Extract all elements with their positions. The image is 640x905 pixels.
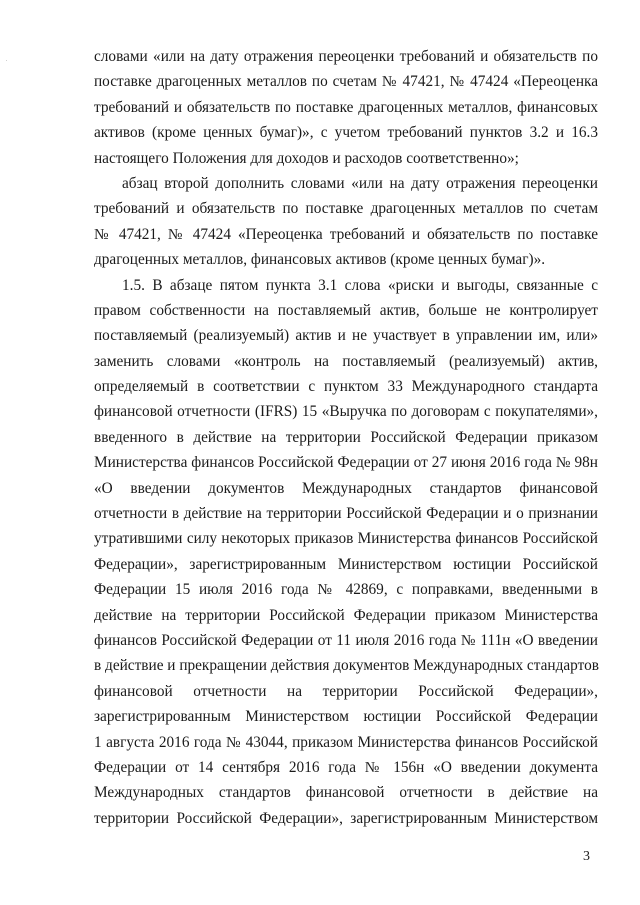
text-line: финансовой отчетности на территории Российской Федерации», <box>94 682 598 700</box>
text-line: определяемый в соответствии с пунктом 33 Международного стандарта <box>94 378 598 396</box>
text-line: Федерации от 14 сентября 2016 года № 156н «О введении документа <box>94 758 598 776</box>
text-line: утратившими силу некоторых приказов Министерства финансов Российской <box>94 530 598 548</box>
text-line: финансов Российской Федерации от 11 июля 2016 года № 111н «О введении <box>94 631 598 649</box>
text-line: Федерации 15 июля 2016 года № 42869, с поправками, введенными в <box>94 581 598 599</box>
text-line: Международных стандартов финансовой отчетности в действие на <box>94 784 598 802</box>
page-number: 3 <box>583 849 590 864</box>
text-line: № 47421, № 47424 «Переоценка требований и обязательств по поставке <box>94 225 598 243</box>
body-text <box>94 44 598 831</box>
text-line: финансовой отчетности (IFRS) 15 «Выручка по договорам с покупателями», <box>94 403 598 421</box>
text-line: территории Российской Федерации», зарегистрированным Министерством <box>94 809 598 827</box>
text-line: активов (кроме ценных бумаг)», с учетом требований пунктов 3.2 и 16.3 <box>94 124 598 142</box>
text-line: поставляемый (реализуемый) актив и не участвует в управлении им, или» <box>94 327 598 345</box>
text-line: «О введении документов Международных стандартов финансовой <box>94 479 598 497</box>
text-line: введенного в действие на территории Российской Федерации приказом <box>94 428 598 446</box>
text-line: правом собственности на поставляемый актив, больше не контролирует <box>94 301 598 319</box>
text-line: в действие и прекращении действия документов Международных стандартов <box>94 657 599 675</box>
text-line: отчетности в действие на территории Российской Федерации и о признании <box>94 505 598 523</box>
text-line: словами «или на дату отражения переоценки требований и обязательств по <box>94 48 598 65</box>
text-line: заменить словами «контроль на поставляемый (реализуемый) актив, <box>94 352 598 370</box>
text-line: Министерства финансов Российской Федерации от 27 июня 2016 года № 98н <box>94 454 598 472</box>
text-line: зарегистрированным Министерством юстиции Российской Федерации <box>94 708 598 726</box>
text-line: поставке драгоценных металлов по счетам № 47421, № 47424 «Переоценка <box>94 73 598 91</box>
text-line: настоящего Положения для доходов и расходов соответственно»; <box>94 149 519 167</box>
text-line: требований и обязательств по поставке драгоценных металлов, финансовых <box>94 98 598 116</box>
text-line: 1 августа 2016 года № 43044, приказом Министерства финансов Российской <box>94 733 598 751</box>
text-line: драгоценных металлов, финансовых активов (кроме ценных бумаг)». <box>94 251 546 269</box>
text-line: действие на территории Российской Федерации приказом Министерства <box>94 606 598 624</box>
text-line: Федерации», зарегистрированным Министерством юстиции Российской <box>94 555 598 573</box>
margin-speck <box>6 60 7 61</box>
text-line: 1.5. В абзаце пятом пункта 3.1 слова «риски и выгоды, связанные с <box>122 276 598 294</box>
text-line: абзац второй дополнить словами «или на дату отражения переоценки <box>122 174 598 192</box>
text-line: требований и обязательств по поставке драгоценных металлов по счетам <box>94 200 598 218</box>
